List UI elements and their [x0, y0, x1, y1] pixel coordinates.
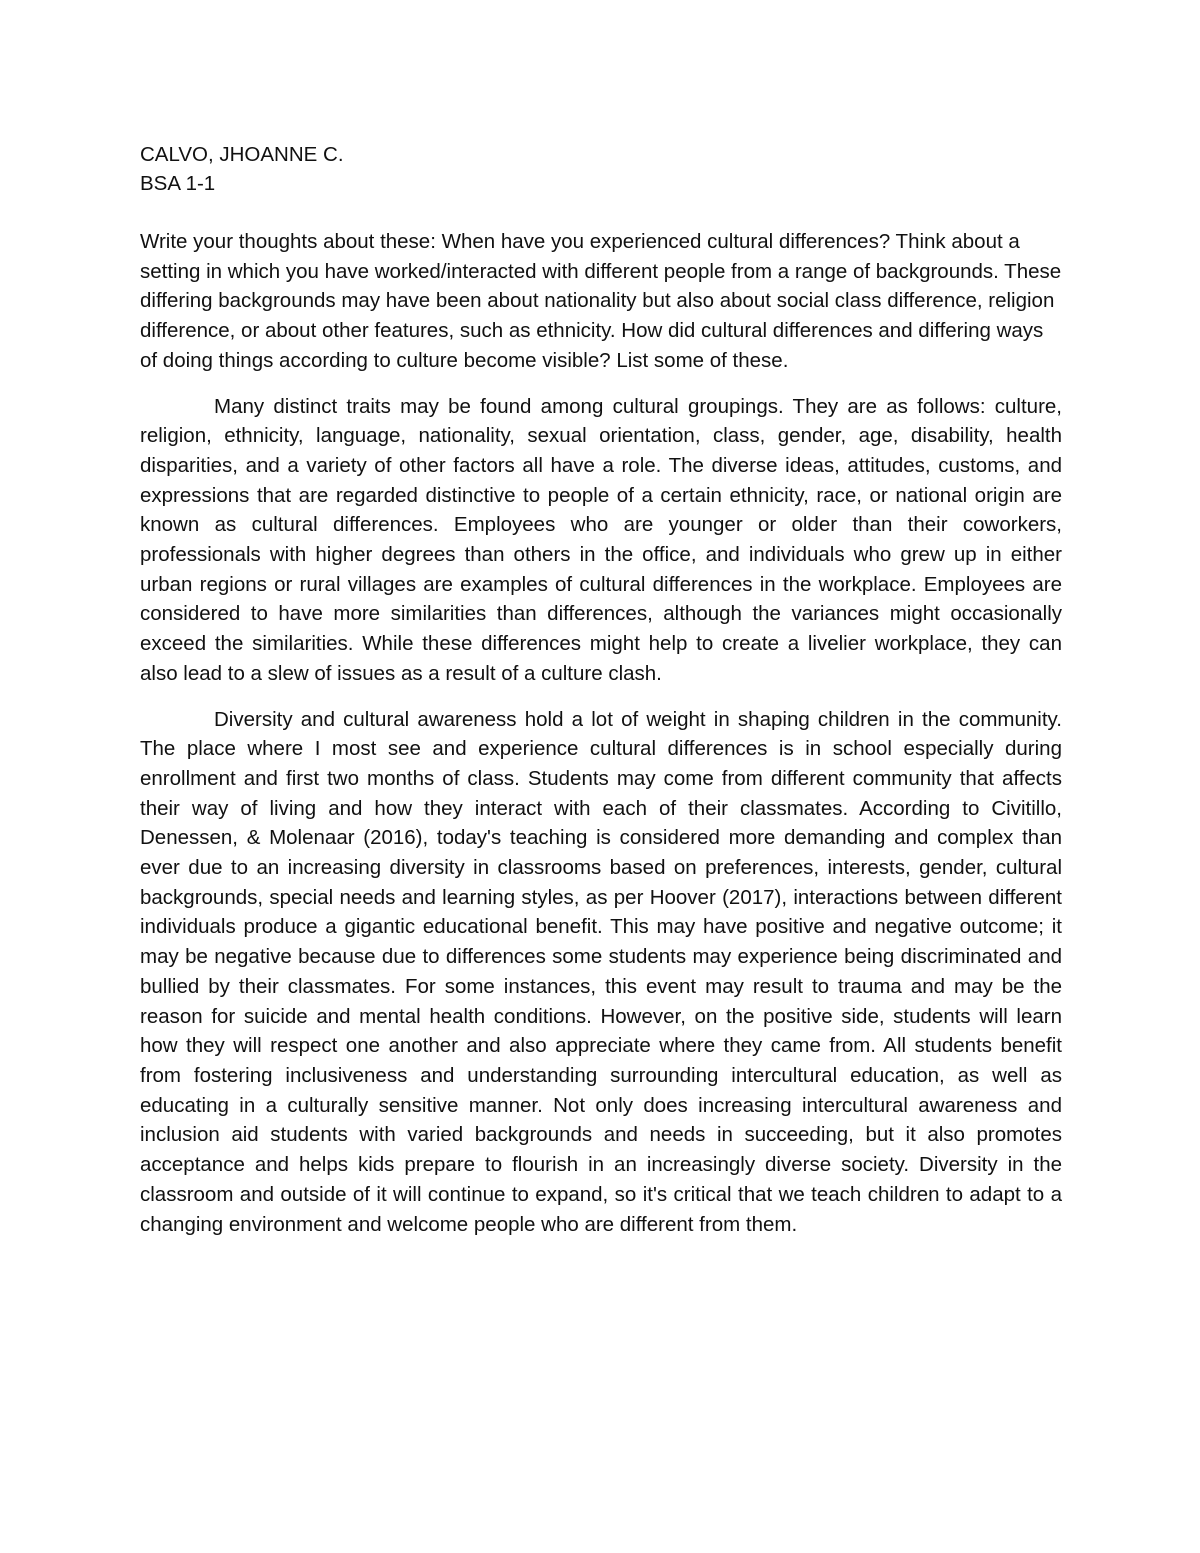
- student-name: CALVO, JHOANNE C.: [140, 143, 344, 166]
- document-body: [140, 140, 1062, 1239]
- student-section: BSA 1-1: [140, 172, 216, 195]
- essay-prompt: Write your thoughts about these: When have you experienced cultural differences? Think about a setting in which you have worked/interacted with different people from a range of backgrounds. These differing backgrounds may have been about nationality but also about social class difference, religion difference, or about other features, such as ethnicity. How did cultural differences and differing ways of doing things according to culture become visible? List some of these.: [140, 230, 1062, 372]
- essay-paragraph-1: Many distinct traits may be found among cultural groupings. They are as follows: culture, religion, ethnicity, language, nationality, sexual orientation, class, gender, age, disability, health disparities, and a variety of other factors all have a role. The diverse ideas, attitudes, customs, and expressions that are regarded distinctive to people of a certain ethnicity, race, or national origin are known as cultural differences. Employees who are younger or older than their coworkers, professionals with higher degrees than others in the office, and individuals who grew up in either urban regions or rural villages are examples of cultural differences in the workplace. Employees are considered to have more similarities than differences, although the variances might occasionally exceed the similarities. While these differences might help to create a livelier workplace, they can also lead to a slew of issues as a result of a culture clash.: [140, 394, 1062, 685]
- essay-paragraph-2: Diversity and cultural awareness hold a lot of weight in shaping children in the community. The place where I most see and experience cultural differences is in school especially during enrollment and first two months of class. Students may come from different community that affects their way of living and how they interact with each of their classmates. According to Civitillo, Denessen, & Molenaar (2016), today's teaching is considered more demanding and complex than ever due to an increasing diversity in classrooms based on preferences, interests, gender, cultural backgrounds, special needs and learning styles, as per Hoover (2017), interactions between different individuals produce a gigantic educational benefit. This may have positive and negative outcome; it may be negative because due to differences some students may experience being discriminated and bullied by their classmates. For some instances, this event may result to trauma and may be the reason for suicide and mental health conditions. However, on the positive side, students will learn how they will respect one another and also appreciate where they came from. All students benefit from fostering inclusiveness and understanding surrounding intercultural education, as well as educating in a culturally sensitive manner. Not only does increasing intercultural awareness and inclusion aid students with varied backgrounds and needs in succeeding, but it also promotes acceptance and helps kids prepare to flourish in an increasingly diverse society. Diversity in the classroom and outside of it will continue to expand, so it's critical that we teach children to adapt to a changing environment and welcome people who are different from them.: [140, 707, 1062, 1236]
